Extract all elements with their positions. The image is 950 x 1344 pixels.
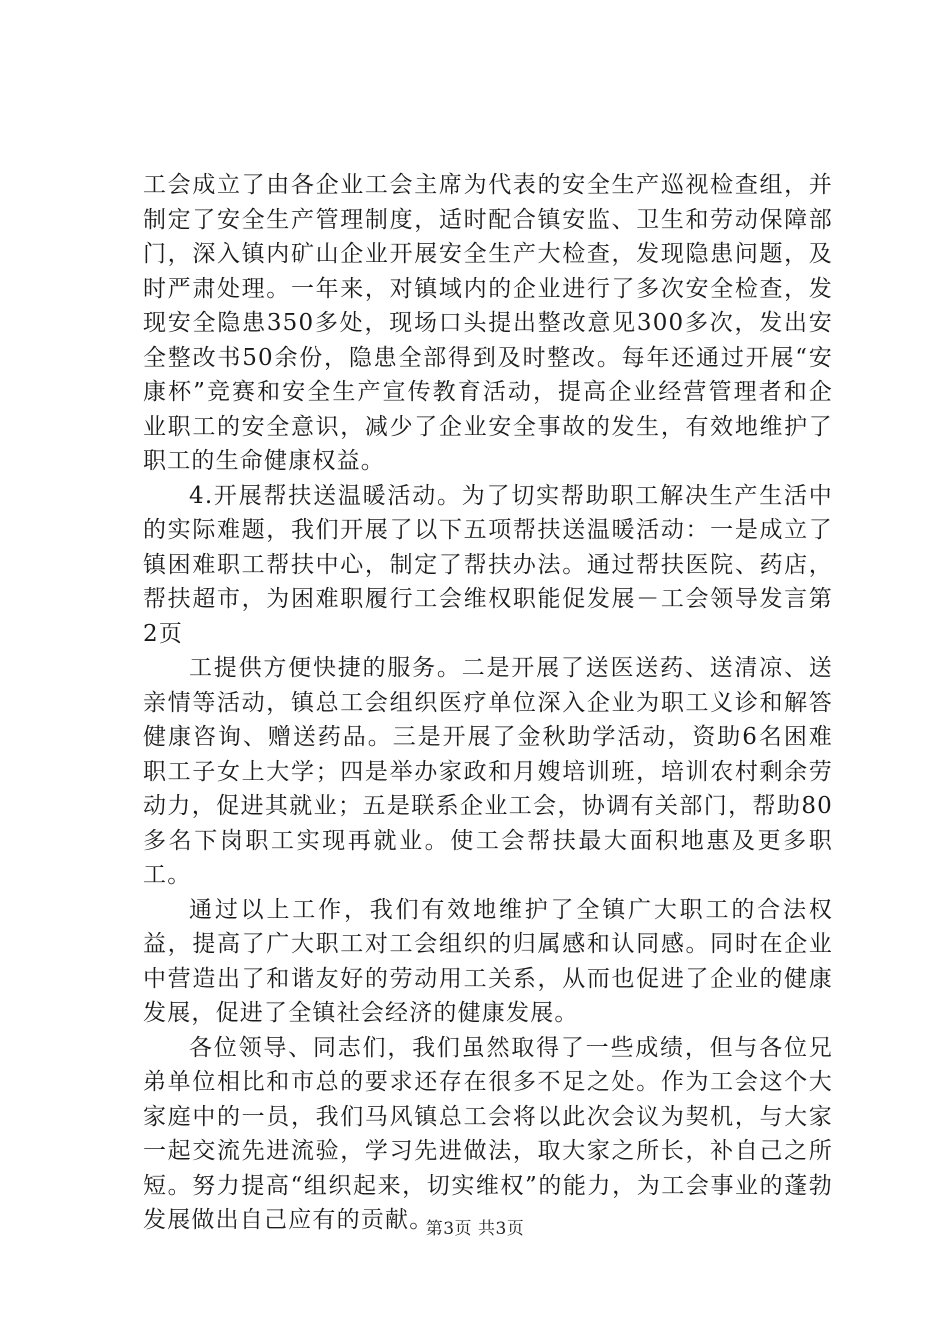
paragraph-results: 通过以上工作，我们有效地维护了全镇广大职工的合法权益，提高了广大职工对工会组织的归属感和认同感。同时在企业中营造出了和谐友好的劳动用工关系，从而也促进了企业的健康发展，促进了全镇社会经济的健康发展。 <box>143 896 833 1026</box>
paragraph-closing: 各位领导、同志们，我们虽然取得了一些成绩，但与各位兄弟单位相比和市总的要求还存在很多不足之处。作为工会这个大家庭中的一员，我们马风镇总工会将以此次会议为契机，与大家一起交流先进流验，学习先进做法，取大家之所长，补自己之所短。努力提高“组织起来，切实维权”的能力，为工会事业的蓬勃发展做出自己应有的贡献。 <box>143 1034 833 1233</box>
document-body <box>143 168 833 1238</box>
paragraph-safety-inspection: 工会成立了由各企业工会主席为代表的安全生产巡视检查组，并制定了安全生产管理制度，适时配合镇安监、卫生和劳动保障部门，深入镇内矿山企业开展安全生产大检查，发现隐患问题，及时严肃处理。一年来，对镇域内的企业进行了多次安全检查，发现安全隐患350多处，现场口头提出整改意见300多次，发出安全整改书50余份，隐患全部得到及时整改。每年还通过开展“安康杯”竞赛和安全生产宣传教育活动，提高企业经营管理者和企业职工的安全意识，减少了企业安全事故的发生，有效地维护了职工的生命健康权益。 <box>143 172 833 474</box>
page-number-footer: 第3页 共3页 <box>425 1219 525 1239</box>
paragraph-assistance-activities: 4.开展帮扶送温暖活动。为了切实帮助职工解决生产生活中的实际难题，我们开展了以下五项帮扶送温暖活动：一是成立了镇困难职工帮扶中心，制定了帮扶办法。通过帮扶医院、药店，帮扶超市，为困难职履行工会维权职能促发展－工会领导发言第2页 <box>143 482 833 647</box>
paragraph-services: 工提供方便快捷的服务。二是开展了送医送药、送清凉、送亲情等活动，镇总工会组织医疗单位深入企业为职工义诊和解答健康咨询、赠送药品。三是开展了金秋助学活动，资助6名困难职工子女上大学；四是举办家政和月嫂培训班，培训农村剩余劳动力，促进其就业；五是联系企业工会，协调有关部门，帮助80多名下岗职工实现再就业。使工会帮扶最大面积地惠及更多职工。 <box>143 655 833 888</box>
